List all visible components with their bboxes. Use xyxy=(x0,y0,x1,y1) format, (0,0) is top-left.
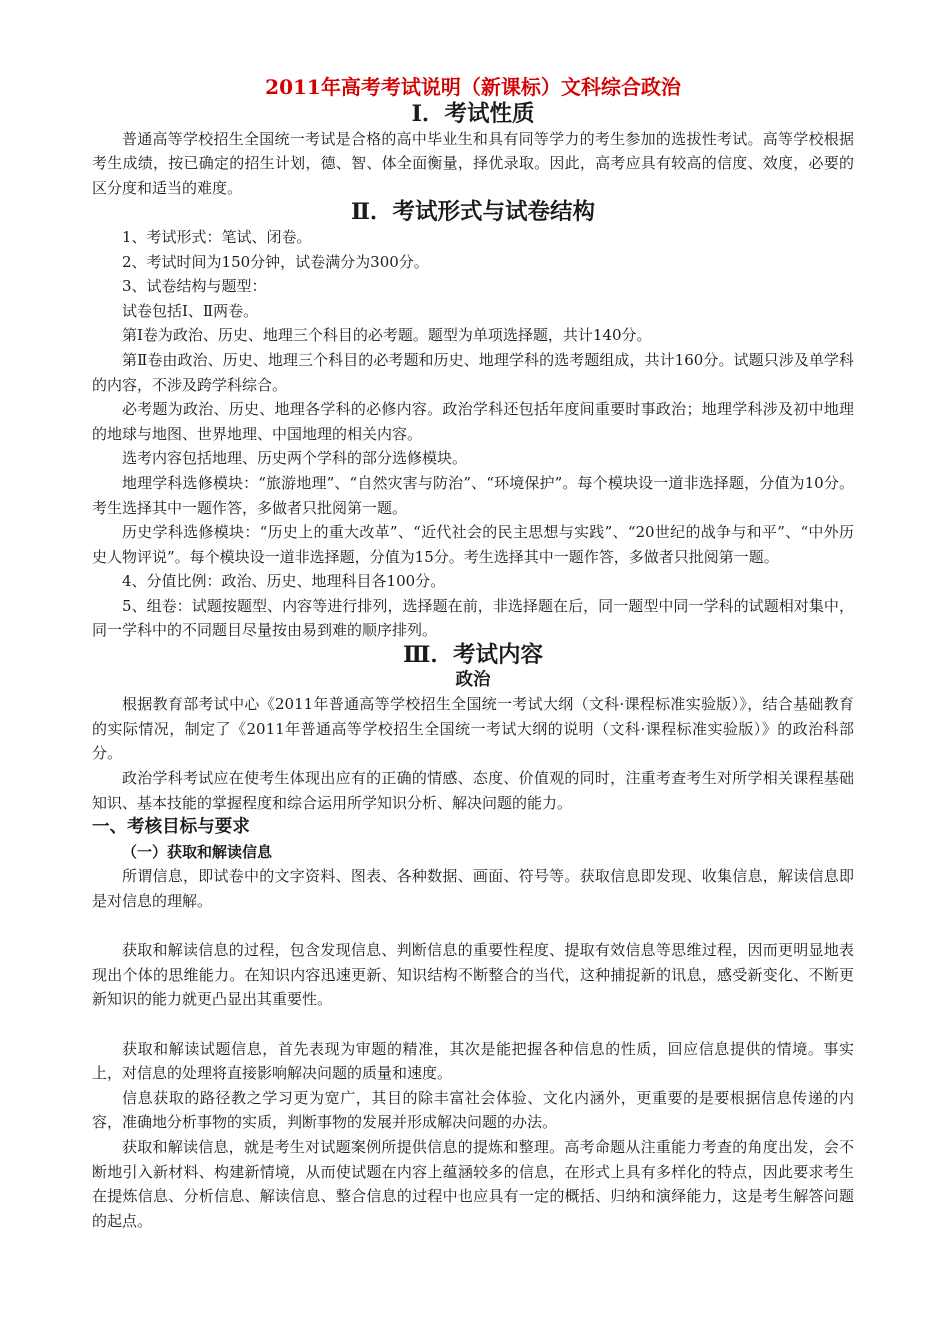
list-item: 3、试卷结构与题型： xyxy=(122,277,267,296)
paragraph: 获取和解读试题信息，首先表现为审题的精准，其次是能把握各种信息的性质，回应信息提供的情境。事实上，对信息的处理将直接影响解决问题的质量和速度。 xyxy=(92,1039,854,1083)
paragraph: 信息获取的路径教之学习更为宽广，其目的除丰富社会体验、文化内涵外，更重要的是要根据信息传递的内容，准确地分析事物的实质，判断事物的发展并形成解决问题的办法。 xyxy=(92,1088,854,1132)
subheading-info: （一）获取和解读信息 xyxy=(122,842,273,861)
paragraph: 政治学科考试应在使考生体现出应有的正确的情感、态度、价值观的同时，注重考查考生对所学相关课程基础知识、基本技能的掌握程度和综合运用所学知识分析、解决问题的能力。 xyxy=(92,769,854,812)
blank-line xyxy=(92,914,854,939)
paragraph: 获取和解读信息的过程，包含发现信息、判断信息的重要性程度、提取有效信息等思维过程，因而更明显地表现出个体的思维能力。在知识内容迅速更新、知识结构不断整合的当代，这种捕捉新的讯息，感受新变化、不断更新知识的能力就更凸显出其重要性。 xyxy=(92,941,854,1009)
list-item: 必考题为政治、历史、地理各学科的必修内容。政治学科还包括年度间重要时事政治；地理学科涉及初中地理的地球与地图、世界地理、中国地理的相关内容。 xyxy=(92,400,854,443)
blank-line xyxy=(92,1012,854,1037)
heading-objectives: 一、考核目标与要求 xyxy=(92,817,250,838)
list-item: 试卷包括Ⅰ、Ⅱ两卷。 xyxy=(122,301,259,320)
section-subtitle-politics: 政治 xyxy=(455,669,491,690)
list-item: 选考内容包括地理、历史两个学科的部分选修模块。 xyxy=(122,449,468,468)
list-item: 第Ⅱ卷由政治、历史、地理三个科目的必考题和历史、地理学科的选考题组成，共计160分。试题只涉及单学科的内容，不涉及跨学科综合。 xyxy=(92,350,854,394)
paragraph: 所谓信息，即试卷中的文字资料、图表、各种数据、画面、符号等。获取信息即发现、收集信息，解读信息即是对信息的理解。 xyxy=(92,867,854,910)
paragraph: 根据教育部考试中心《2011年普通高等学校招生全国统一考试大纲（文科·课程标准实验版）》，结合基础教育的实际情况，制定了《2011年普通高等学校招生全国统一考试大纲的说明（文科·课程标准实验版）》的政治科部分。 xyxy=(92,695,854,763)
section-title-exam-format: Ⅱ．考试形式与试卷结构 xyxy=(351,199,595,226)
document-title: 2011年高考考试说明（新课标）文科综合政治 xyxy=(265,75,681,99)
list-item: 历史学科选修模块：“历史上的重大改革”、“近代社会的民主思想与实践”、“20世纪的战争与和平”、“中外历史人物评说”。每个模块设一道非选择题，分值为15分。考生选择其中一题作答，多做者只批阅第一题。 xyxy=(92,523,854,566)
list-item: 第Ⅰ卷为政治、历史、地理三个科目的必考题。题型为单项选择题，共计140分。 xyxy=(122,326,652,345)
list-item: 5、组卷：试题按题型、内容等进行排列，选择题在前，非选择题在后，同一题型中同一学科的试题相对集中，同一学科中的不同题目尽量按由易到难的顺序排列。 xyxy=(92,596,854,640)
paragraph: 获取和解读信息，就是考生对试题案例所提供信息的提炼和整理。高考命题从注重能力考查的角度出发，会不断地引入新材料、构建新情境，从而使试题在内容上蕴涵较多的信息，在形式上具有多样化的特点，因此要求考生在提炼信息、分析信息、解读信息、整合信息的过程中也应具有一定的概括、归纳和演绎能力，这是考生解答问题的起点。 xyxy=(92,1137,854,1230)
paragraph: 普通高等学校招生全国统一考试是合格的高中毕业生和具有同等学力的考生参加的选拔性考试。高等学校根据考生成绩，按已确定的招生计划，德、智、体全面衡量，择优录取。因此，高考应具有较高的信度、效度，必要的区分度和适当的难度。 xyxy=(92,129,854,197)
section-title-exam-content: Ⅲ．考试内容 xyxy=(403,642,543,669)
list-item: 1、考试形式：笔试、闭卷。 xyxy=(122,227,312,246)
section-title-exam-nature: Ⅰ．考试性质 xyxy=(411,101,535,127)
list-item: 地理学科选修模块：“旅游地理”、“自然灾害与防治”、“环境保护”。每个模块设一道非选择题，分值为10分。考生选择其中一题作答，多做者只批阅第一题。 xyxy=(92,473,854,517)
list-item: 4、分值比例：政治、历史、地理科目各100分。 xyxy=(122,572,446,591)
list-item: 2、考试时间为150分钟，试卷满分为300分。 xyxy=(122,252,429,271)
